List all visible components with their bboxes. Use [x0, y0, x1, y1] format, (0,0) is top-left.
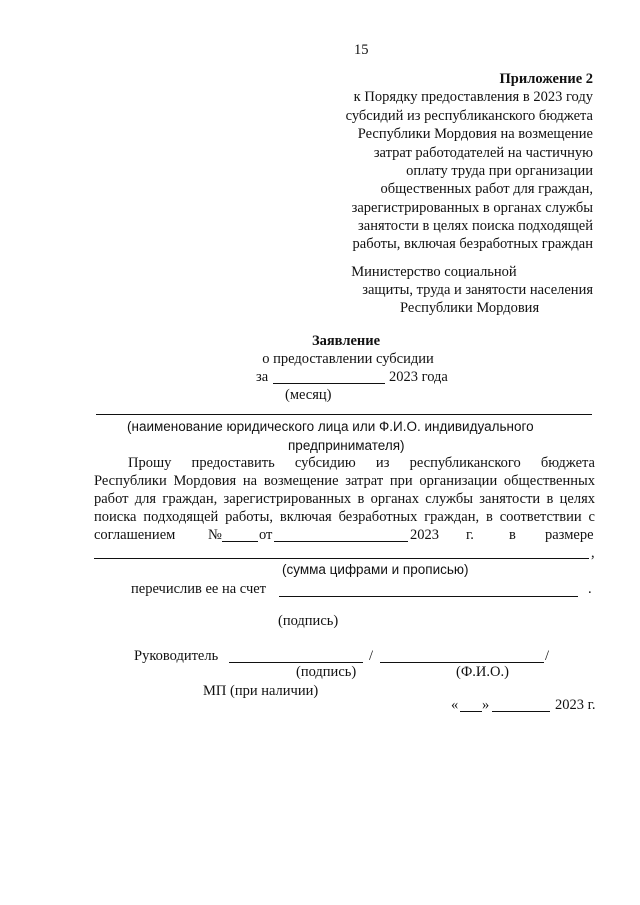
- period-suffix: 2023 года: [389, 369, 448, 385]
- account-label: перечислив ее на счет: [131, 581, 267, 597]
- addressee-line: Республики Мордовия: [400, 300, 540, 316]
- stamp-label: МП (при наличии): [203, 683, 319, 699]
- agreement-year: 2023: [410, 527, 439, 543]
- appendix-line: работы, включая безработных граждан: [352, 236, 593, 252]
- agreement-number-field[interactable]: [222, 541, 258, 542]
- addressee-line: защиты, труда и занятости населения: [362, 282, 593, 298]
- organization-hint: (наименование юридического лица или Ф.И.О. индивидуального: [127, 419, 534, 434]
- number-sign: №: [208, 527, 222, 543]
- amount-comma: ,: [591, 545, 595, 561]
- amount-field[interactable]: [94, 558, 589, 559]
- agreement-word: соглашением: [94, 527, 176, 543]
- body-line: Республики Мордовия на возмещение затрат при организации общественных: [94, 473, 595, 489]
- slash-separator: /: [545, 648, 550, 664]
- head-name-field[interactable]: [380, 662, 544, 663]
- addressee-line: Министерство социальной: [351, 264, 517, 280]
- head-label: Руководитель: [134, 648, 219, 664]
- amount-hint: (сумма цифрами и прописью): [282, 562, 469, 577]
- head-signature-field[interactable]: [229, 662, 363, 663]
- head-name-hint: (Ф.И.О.): [456, 664, 509, 680]
- from-word: от: [259, 527, 273, 543]
- form-subtitle: о предоставлении субсидии: [262, 351, 434, 367]
- date-close-quote: »: [482, 697, 490, 713]
- appendix-line: занятости в целях поиска подходящей: [358, 218, 593, 234]
- appendix-line: оплату труда при организации: [406, 163, 593, 179]
- in-word: в: [509, 527, 516, 543]
- form-title: Заявление: [311, 333, 381, 349]
- period-hint: (месяц): [285, 387, 332, 403]
- account-end: .: [588, 581, 592, 597]
- month-field[interactable]: [273, 383, 385, 384]
- account-field[interactable]: [279, 596, 578, 597]
- appendix-line: зарегистрированных в органах службы: [351, 200, 593, 216]
- period-prefix: за: [256, 369, 269, 385]
- agreement-date-field[interactable]: [274, 541, 408, 542]
- appendix-line: субсидий из республиканского бюджета: [345, 108, 593, 124]
- organization-name-field[interactable]: [96, 414, 592, 415]
- appendix-line: затрат работодателей на частичную: [373, 145, 593, 161]
- year-abbr: г.: [466, 527, 474, 543]
- date-year: 2023 г.: [555, 697, 596, 713]
- date-day-field[interactable]: [460, 711, 482, 712]
- date-month-field[interactable]: [492, 711, 550, 712]
- appendix-title: Приложение 2: [499, 71, 593, 87]
- appendix-line: Республики Мордовия на возмещение: [357, 126, 593, 142]
- appendix-line: общественных работ для граждан,: [380, 181, 593, 197]
- organization-hint: предпринимателя): [288, 438, 405, 453]
- slash-separator: /: [369, 648, 374, 664]
- body-line: поиска подходящей работы, включая безработных граждан, в соответствии с: [94, 509, 595, 525]
- signature-hint: (подпись): [278, 613, 339, 629]
- appendix-line: к Порядку предоставления в 2023 году: [353, 89, 593, 105]
- body-line: работ для граждан, зарегистрированных в органах службы занятости в целях: [94, 491, 595, 507]
- body-line: Прошу предоставить субсидию из республиканского бюджета: [128, 455, 595, 471]
- amount-word: размере: [545, 527, 594, 543]
- head-signature-hint: (подпись): [296, 664, 357, 680]
- page-number: 15: [354, 42, 369, 58]
- date-open-quote: «: [451, 697, 459, 713]
